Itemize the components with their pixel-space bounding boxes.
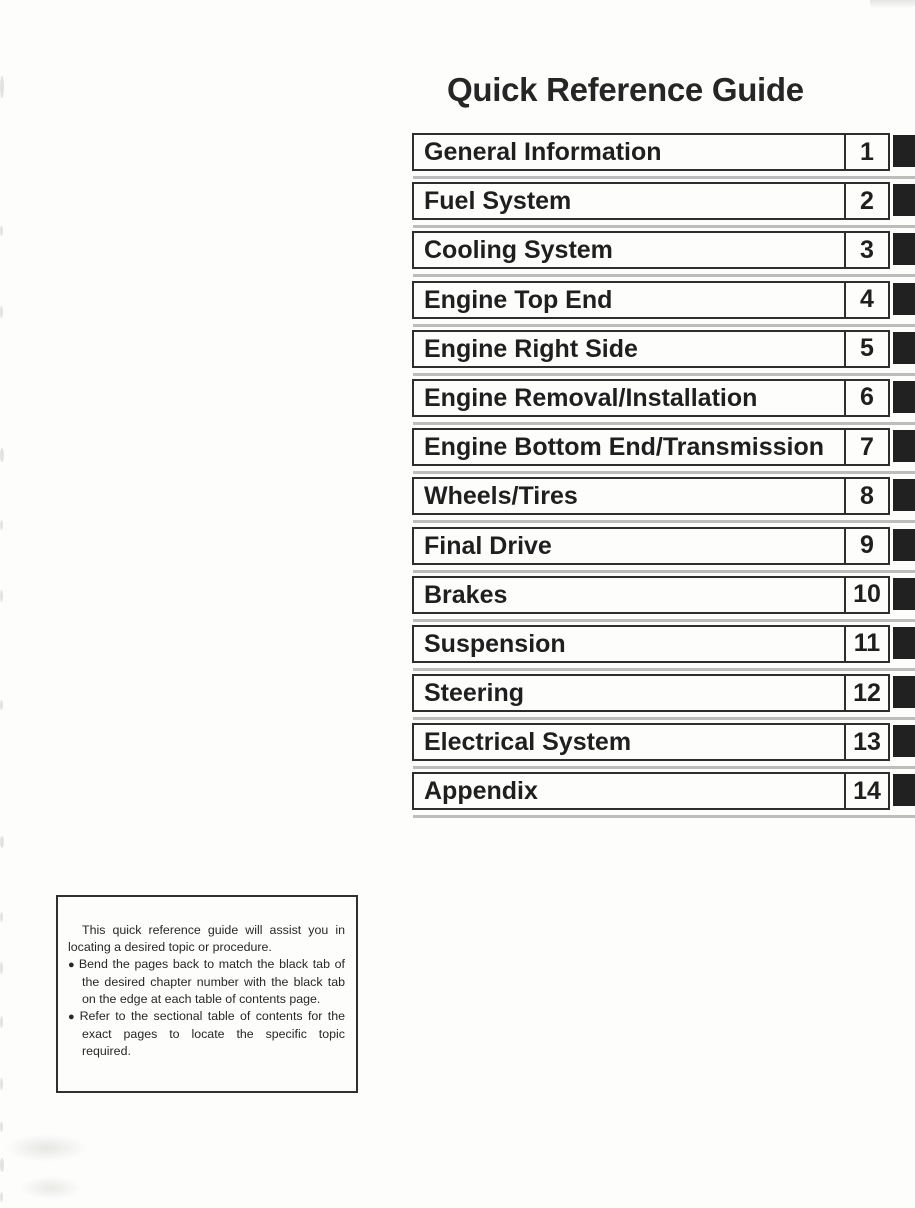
bullet-icon: ● xyxy=(68,959,76,971)
scan-artifact xyxy=(0,76,4,98)
chapter-box xyxy=(412,625,890,663)
scan-artifact xyxy=(0,1122,3,1132)
chapter-box xyxy=(412,674,890,712)
black-tab-icon xyxy=(893,233,915,265)
chapter-row xyxy=(412,576,915,614)
chapter-row xyxy=(412,379,915,417)
chapter-number: 12 xyxy=(844,676,888,710)
black-tab-icon xyxy=(893,578,915,610)
chapter-box xyxy=(412,428,890,466)
note-bullet-text: Refer to the sectional table of contents for the exact pages to locate the specific topic required. xyxy=(79,1009,345,1058)
scan-artifact xyxy=(0,962,3,974)
scan-artifact xyxy=(0,1078,3,1090)
chapter-row xyxy=(412,330,915,368)
black-tab-icon xyxy=(893,774,915,806)
row-shadow xyxy=(413,176,915,179)
scan-artifact xyxy=(0,1192,3,1202)
scan-artifact xyxy=(0,520,3,530)
chapter-label: Final Drive xyxy=(424,531,552,560)
black-tab-icon xyxy=(893,479,915,511)
row-shadow xyxy=(413,471,915,474)
chapter-number: 10 xyxy=(844,578,888,612)
chapter-number: 11 xyxy=(844,627,888,661)
chapter-number: 2 xyxy=(844,184,888,218)
row-shadow xyxy=(413,324,915,327)
chapter-label: Cooling System xyxy=(424,236,613,265)
note-bullet-text: Bend the pages back to match the black tab of the desired chapter number with the black tab on the edge at each table of contents page. xyxy=(78,957,345,1006)
scan-artifact xyxy=(0,912,3,922)
chapter-label: Engine Removal/Installation xyxy=(424,383,758,412)
note-bullet-item xyxy=(68,1008,345,1060)
scan-artifact xyxy=(0,1158,4,1172)
row-shadow xyxy=(413,766,915,769)
scan-artifact xyxy=(0,226,3,236)
note-bullet-item xyxy=(68,956,345,1008)
chapter-box xyxy=(412,231,890,269)
row-shadow xyxy=(413,619,915,622)
chapter-label: Fuel System xyxy=(424,187,572,216)
chapter-number: 9 xyxy=(844,529,888,563)
note-box xyxy=(56,895,358,1093)
row-shadow xyxy=(413,668,915,671)
bullet-icon: ● xyxy=(68,1011,77,1023)
chapter-row xyxy=(412,182,915,220)
row-shadow xyxy=(413,225,915,228)
scan-artifact xyxy=(870,0,915,9)
row-shadow xyxy=(413,422,915,425)
chapter-row xyxy=(412,772,915,810)
black-tab-icon xyxy=(893,676,915,708)
chapter-number: 8 xyxy=(844,479,888,513)
chapter-box xyxy=(412,182,890,220)
chapter-number: 14 xyxy=(844,774,888,808)
chapter-label: Engine Top End xyxy=(424,285,613,314)
chapter-row xyxy=(412,625,915,663)
note-intro: This quick reference guide will assist you in locating a desired topic or procedure. xyxy=(68,923,345,954)
chapter-box xyxy=(412,133,890,171)
black-tab-icon xyxy=(893,529,915,561)
chapter-box xyxy=(412,281,890,319)
chapter-row xyxy=(412,231,915,269)
chapter-label: Wheels/Tires xyxy=(424,482,578,511)
black-tab-icon xyxy=(893,332,915,364)
chapter-row xyxy=(412,133,915,171)
chapter-box xyxy=(412,772,890,810)
chapter-row xyxy=(412,281,915,319)
chapter-label: Engine Bottom End/Transmission xyxy=(424,433,825,462)
row-shadow xyxy=(413,815,915,818)
black-tab-icon xyxy=(893,381,915,413)
scan-artifact xyxy=(0,306,3,318)
chapter-box xyxy=(412,477,890,515)
note-bullet-list xyxy=(68,956,345,1060)
scan-artifact xyxy=(4,1134,88,1162)
chapter-box xyxy=(412,576,890,614)
scan-artifact xyxy=(20,1176,82,1200)
black-tab-icon xyxy=(893,283,915,315)
row-shadow xyxy=(413,520,915,523)
black-tab-icon xyxy=(893,725,915,757)
scan-artifact xyxy=(0,590,3,602)
chapter-number: 5 xyxy=(844,332,888,366)
scan-artifact xyxy=(0,836,4,848)
row-shadow xyxy=(413,717,915,720)
chapter-number: 6 xyxy=(844,381,888,415)
row-shadow xyxy=(413,373,915,376)
chapter-number: 3 xyxy=(844,233,888,267)
chapter-box xyxy=(412,723,890,761)
chapter-number: 7 xyxy=(844,430,888,464)
chapter-row xyxy=(412,674,915,712)
chapter-row xyxy=(412,723,915,761)
page-title: Quick Reference Guide xyxy=(447,71,804,108)
chapter-row xyxy=(412,477,915,515)
scan-artifact xyxy=(0,448,4,462)
chapter-label: Electrical System xyxy=(424,728,632,757)
chapter-label: General Information xyxy=(424,138,662,166)
chapter-label: Suspension xyxy=(424,629,566,658)
chapter-label: Brakes xyxy=(424,580,508,609)
chapter-number: 13 xyxy=(844,725,888,759)
chapter-row xyxy=(412,527,915,565)
chapter-number: 4 xyxy=(844,283,888,317)
chapter-number: 1 xyxy=(844,135,888,169)
chapter-box xyxy=(412,379,890,417)
black-tab-icon xyxy=(893,184,915,216)
row-shadow xyxy=(413,570,915,573)
chapter-row xyxy=(412,428,915,466)
black-tab-icon xyxy=(893,627,915,659)
chapter-box xyxy=(412,527,890,565)
scan-artifact xyxy=(0,700,3,710)
chapter-label: Steering xyxy=(424,679,525,708)
black-tab-icon xyxy=(893,430,915,462)
black-tab-icon xyxy=(893,135,915,167)
chapter-list xyxy=(412,133,915,822)
chapter-box xyxy=(412,330,890,368)
scan-artifact xyxy=(0,1016,3,1028)
row-shadow xyxy=(413,274,915,277)
chapter-label: Appendix xyxy=(424,777,538,806)
chapter-label: Engine Right Side xyxy=(424,334,638,363)
